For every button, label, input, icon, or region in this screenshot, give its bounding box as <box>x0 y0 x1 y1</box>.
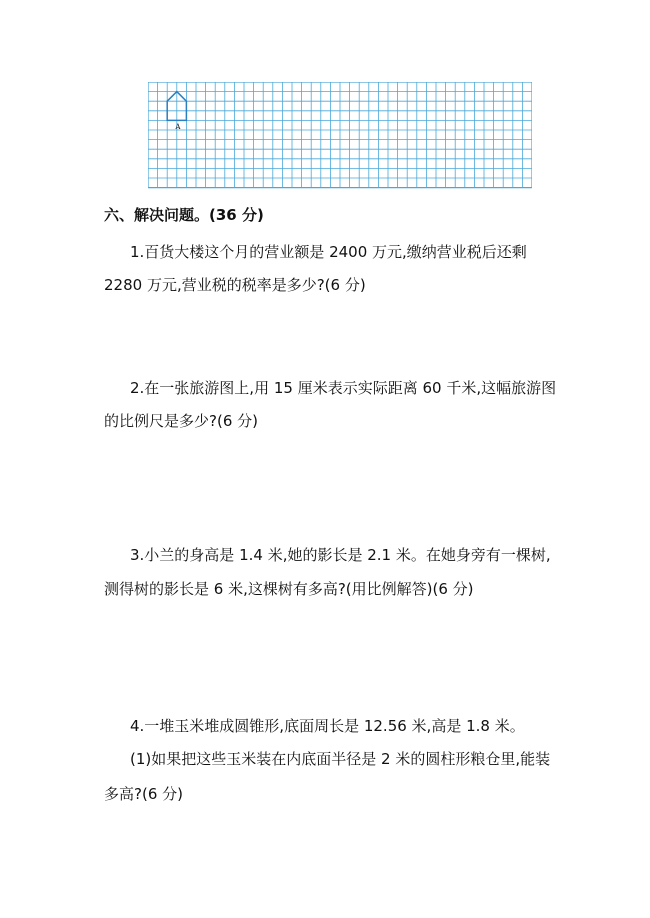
question-4-line-3: 多高?(6 分) <box>104 785 183 803</box>
question-4-line-1: 4.一堆玉米堆成圆锥形,底面周长是 12.56 米,高是 1.8 米。 <box>130 717 525 735</box>
section-title: 六、解决问题。(36 分) <box>104 206 264 224</box>
question-3-line-1: 3.小兰的身高是 1.4 米,她的影长是 2.1 米。在她身旁有一棵树, <box>130 546 551 564</box>
point-a-label: A <box>175 123 181 132</box>
grid-lines <box>148 82 532 188</box>
question-2-line-1: 2.在一张旅游图上,用 15 厘米表示实际距离 60 千米,这幅旅游图 <box>130 379 557 397</box>
question-3-line-2: 测得树的影长是 6 米,这棵树有多高?(用比例解答)(6 分) <box>104 580 474 598</box>
question-2-line-2: 的比例尺是多少?(6 分) <box>104 412 258 430</box>
question-1-line-2: 2280 万元,营业税的税率是多少?(6 分) <box>104 276 366 294</box>
question-1-line-1: 1.百货大楼这个月的营业额是 2400 万元,缴纳营业税后还剩 <box>130 243 527 261</box>
grid-figure <box>148 82 532 192</box>
question-4-line-2: (1)如果把这些玉米装在内底面半径是 2 米的圆柱形粮仓里,能装 <box>130 750 551 768</box>
